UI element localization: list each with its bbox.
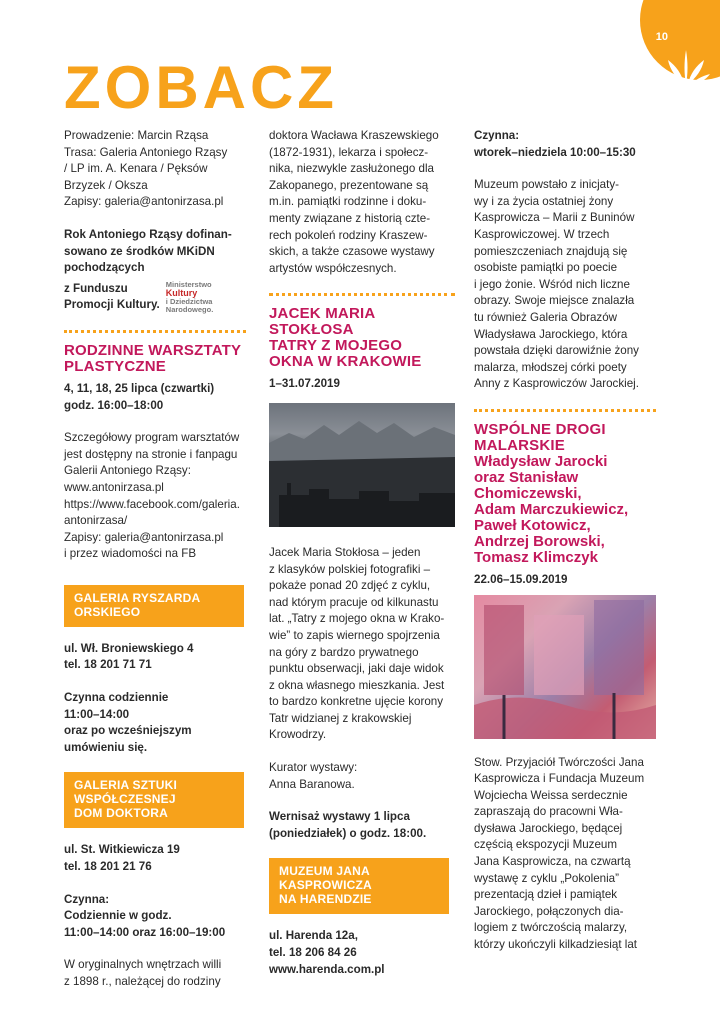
doktor-address: ul. St. Witkiewicza 19 tel. 18 201 21 76 (64, 843, 180, 874)
dotted-divider (64, 330, 246, 333)
column-3 (474, 128, 656, 970)
artist-list: Władysław Jarocki oraz Stanisław Chomiczewski, Adam Marczukiewicz, Paweł Kotowicz, Andrzej Borowski, Tomasz Klimczyk (474, 452, 629, 566)
doktor-hours: Czynna: Codziennie w godz. 11:00–14:00 oraz 16:00–19:00 (64, 892, 226, 939)
page-title: ZOBACZ (64, 54, 338, 121)
funding-logo-row: z Funduszu Promocji Kultury. Ministerstwo Kultury i Dziedzictwa Narodowego. (64, 279, 214, 314)
column-1 (64, 128, 252, 1007)
curator: Kurator wystawy: Anna Baranowa. (269, 761, 358, 791)
funding-note: Rok Antoniego Rząsy dofinan- sowano ze środków MKiDN pochodzących (64, 227, 232, 275)
page-number: 10 (655, 31, 668, 43)
stoklosa-heading: JACEK MARIA STOKŁOSA TATRY Z MOJEGO OKNA W KRAKOWIE (269, 305, 422, 371)
muzeum-address: ul. Harenda 12a, tel. 18 206 84 26 www.harenda.com.pl (269, 929, 385, 976)
workshop-heading: RODZINNE WARSZTATY PLASTYCZNE (64, 341, 242, 375)
column-2 (269, 128, 457, 994)
wspolne-drogi-heading: WSPÓLNE DROGI MALARSKIE (474, 420, 606, 454)
wspolne-dates: 22.06–15.09.2019 (474, 572, 568, 586)
doktor-text-cont: doktora Wacława Kraszewskiego (1872-1931), lekarza i społecz- nika, niezwykle zasłużonego dla Zakopanego, prezentowane są m.in. pamiątki rodzinne i doku- menty związane z historią czte- rech pokoleń rodziny Kraszew- skich, a także czasowe wystawy artystów współczesnych. (269, 129, 439, 275)
tour-info: Prowadzenie: Marcin Rząsa Trasa: Galeria Antoniego Rząsy / LP im. A. Kenara / Pęksów Brzyzek / Oksza Zapisy: galeria@antonirzasa.pl (64, 129, 228, 209)
muzeum-text: Muzeum powstało z inicjaty- wy i za życia ostatniej żony Kasprowicza – Marii z Buninów Kasprowiczowej. W trzech pomieszczeniach znajdują się osobiste pamiątki po poecie i jego żonie. Wśród nich liczne obrazy. Swoje miejsce znalazła tu również Galeria Obrazów Władysława Jarockiego, która powstała dzięki darowiźnie żony malarza, młodszej córki poety Anny z Kasprowiczów Jarockiej. (474, 178, 639, 391)
workshop-dates: 4, 11, 18, 25 lipca (czwartki) godz. 16:00–18:00 (64, 381, 215, 412)
ministry-logo: Ministerstwo Kultury i Dziedzictwa Narodowego. (165, 279, 214, 314)
orski-gallery-heading: GALERIA RYSZARDA ORSKIEGO (64, 585, 244, 627)
dotted-divider (269, 293, 455, 296)
muzeum-kasprowicza-heading: MUZEUM JANA KASPROWICZA NA HARENDZIE (269, 858, 449, 914)
tatry-photo (269, 403, 455, 527)
muzeum-hours: Czynna: wtorek–niedziela 10:00–15:30 (474, 129, 636, 159)
wspolne-text: Stow. Przyjaciół Twórczości Jana Kasprowicza i Fundacja Muzeum Wojciecha Weissa serdecznie zapraszają do pracowni Wła- dysława Jarockiego, będącej częścią ekspozycji Muzeum Jana Kasprowicza, na czwartą wystawę z cyklu „Pokolenia” prezentacją dzieł i pamiątek Jarockiego, połączonych dia- logiem z twórczością malarzy, którzy ukończyli kilkadziesiąt lat (474, 755, 645, 952)
stoklosa-dates: 1–31.07.2019 (269, 377, 340, 391)
workshop-text: Szczegółowy program warsztatów jest dostępny na stronie i fanpagu Galerii Antoniego Rząsy: www.antonirzasa.pl https://www.facebook.com/galeria. antonirzasa/ Zapisy: galeria@antonirzasa.pl i przez wiadomości na FB (64, 431, 240, 561)
stoklosa-text: Jacek Maria Stokłosa – jeden z klasyków polskiej fotografiki – pokaże ponad 20 zdjęć z cyklu, nad którym pracuje od kilkunastu lat. „Tatry z mojego okna w Krako- wie” to zapis wiernego spojrzenia na góry z bardzo prywatnego punktu obserwacji, jaki daje widok z okna własnego mieszkania. Jest to bardzo konkretne ujęcie korony Tatr widzianej z krakowskiej Krowodrzy. (269, 545, 445, 742)
wheat-icon (662, 44, 710, 88)
orski-address: ul. Wł. Broniewskiego 4 tel. 18 201 71 71 (64, 641, 194, 672)
orski-hours: Czynna codziennie 11:00–14:00 oraz po wcześniejszym umówieniu się. (64, 691, 192, 754)
vernissage: Wernisaż wystawy 1 lipca (poniedziałek) o godz. 18:00. (269, 810, 427, 840)
doktor-text: W oryginalnych wnętrzach willi z 1898 r., należącej do rodziny (64, 958, 222, 988)
painting-photo (474, 595, 656, 739)
dotted-divider (474, 409, 656, 412)
dom-doktora-heading: GALERIA SZTUKI WSPÓŁCZESNEJ DOM DOKTORA (64, 772, 244, 828)
